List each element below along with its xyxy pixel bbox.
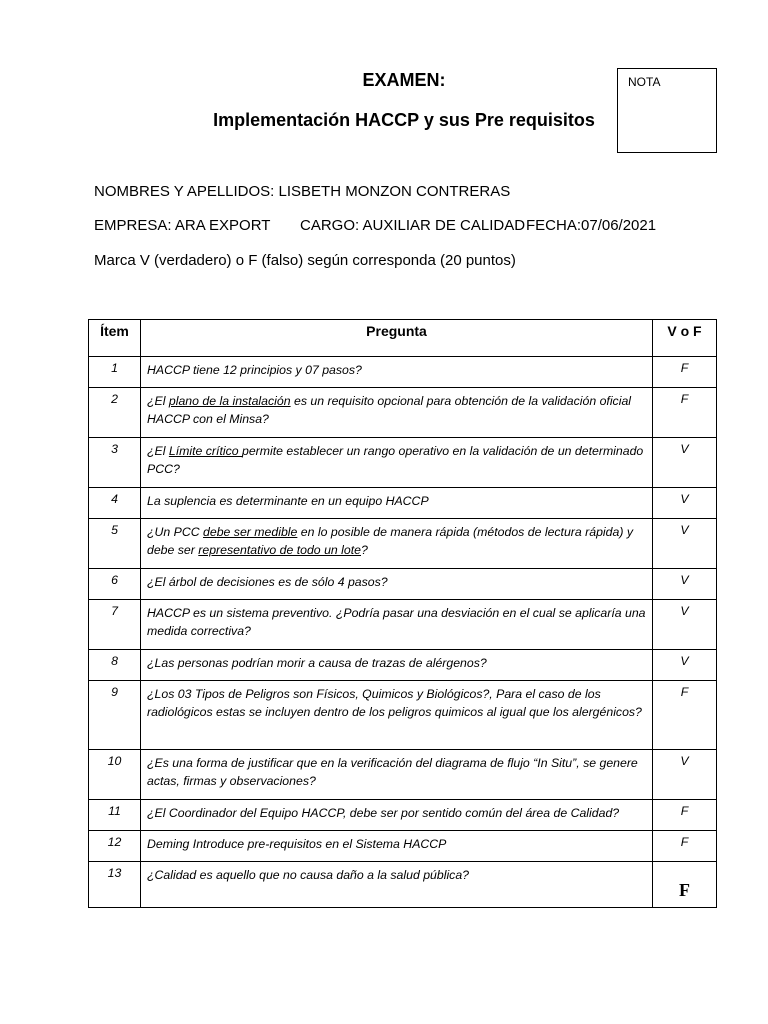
question-underlined-text: plano de la instalación xyxy=(168,394,291,408)
row-answer: V xyxy=(653,650,717,681)
question-text: es un requisito opcional para obtención de la validación oficial HACCP con el Minsa? xyxy=(147,394,632,426)
row-item-number: 13 xyxy=(89,862,141,908)
table-row xyxy=(89,831,717,862)
exam-title: EXAMEN: xyxy=(362,70,446,90)
table-row xyxy=(89,800,717,831)
row-item-number: 7 xyxy=(89,600,141,650)
row-question xyxy=(141,750,653,800)
row-item-number: 2 xyxy=(89,388,141,438)
table-row xyxy=(89,681,717,750)
row-item-number: 4 xyxy=(89,488,141,519)
row-answer: F xyxy=(653,862,717,908)
row-answer: V xyxy=(653,519,717,569)
table-row xyxy=(89,357,717,388)
table-row xyxy=(89,750,717,800)
question-text: ¿El xyxy=(147,444,169,458)
question-text: ? xyxy=(361,543,368,557)
row-item-number: 9 xyxy=(89,681,141,750)
row-answer: V xyxy=(653,569,717,600)
question-text: ¿Calidad es aquello que no causa daño a la salud pública? xyxy=(147,868,470,882)
question-text: ¿Es una forma de justificar que en la verificación del diagrama de flujo “In Situ”, se genere actas, firmas y observaciones? xyxy=(147,756,638,788)
table-row xyxy=(89,438,717,488)
company: EMPRESA: ARA EXPORT xyxy=(94,217,271,234)
row-answer: F xyxy=(653,357,717,388)
header-question: Pregunta xyxy=(141,320,653,357)
questions-table xyxy=(88,319,717,908)
table-row xyxy=(89,569,717,600)
instructions: Marca V (verdadero) o F (falso) según corresponda (20 puntos) xyxy=(94,252,516,269)
nota-label: NOTA xyxy=(628,75,661,89)
row-item-number: 6 xyxy=(89,569,141,600)
row-item-number: 8 xyxy=(89,650,141,681)
question-text: ¿El xyxy=(147,394,169,408)
row-answer: V xyxy=(653,750,717,800)
question-text: La suplencia es determinante en un equipo HACCP xyxy=(147,494,429,508)
row-question xyxy=(141,800,653,831)
row-question xyxy=(141,831,653,862)
question-underlined-text: debe ser medible xyxy=(203,525,298,539)
table-row xyxy=(89,600,717,650)
question-text: en lo posible de manera rápida (métodos de lectura rápida) y debe ser xyxy=(147,525,633,557)
question-underlined-text: representativo de todo un lote xyxy=(198,543,361,557)
question-text: ¿Los 03 Tipos de Peligros son Físicos, Quimicos y Biológicos?, Para el caso de los radiológicos estas se incluyen dentro de los peligros quimicos al igual que los alergénicos? xyxy=(147,687,642,719)
row-question xyxy=(141,600,653,650)
row-item-number: 1 xyxy=(89,357,141,388)
table-header-row xyxy=(89,320,717,357)
question-text: ¿Un PCC xyxy=(147,525,204,539)
table-row xyxy=(89,862,717,908)
row-answer: V xyxy=(653,488,717,519)
position: CARGO: AUXILIAR DE CALIDAD xyxy=(300,217,526,234)
table-row xyxy=(89,388,717,438)
question-text: Deming Introduce pre-requisitos en el Sistema HACCP xyxy=(147,837,447,851)
question-text: HACCP es un sistema preventivo. ¿Podría pasar una desviación en el cual se aplicaría una medida correctiva? xyxy=(147,606,646,638)
row-question xyxy=(141,569,653,600)
row-question xyxy=(141,519,653,569)
row-question xyxy=(141,488,653,519)
row-question xyxy=(141,650,653,681)
row-answer: F xyxy=(653,681,717,750)
question-text: ¿Las personas podrían morir a causa de trazas de alérgenos? xyxy=(147,656,487,670)
table-row xyxy=(89,488,717,519)
question-text: HACCP tiene 12 principios y 07 pasos? xyxy=(147,363,362,377)
row-item-number: 12 xyxy=(89,831,141,862)
exam-subtitle: Implementación HACCP y sus Pre requisitos xyxy=(213,110,595,130)
question-text: ¿El árbol de decisiones es de sólo 4 pasos? xyxy=(147,575,388,589)
date: FECHA:07/06/2021 xyxy=(526,217,657,234)
question-text: permite establecer un rango operativo en la validación de un determinado PCC? xyxy=(147,444,644,476)
row-answer: V xyxy=(653,438,717,488)
row-question xyxy=(141,388,653,438)
row-answer: F xyxy=(653,800,717,831)
question-underlined-text: Límite crítico xyxy=(168,444,242,458)
row-answer: V xyxy=(653,600,717,650)
student-name: NOMBRES Y APELLIDOS: LISBETH MONZON CONTRERAS xyxy=(94,183,511,200)
header-item: Ítem xyxy=(89,320,141,357)
question-text: ¿El Coordinador del Equipo HACCP, debe ser por sentido común del área de Calidad? xyxy=(147,806,620,820)
row-answer: F xyxy=(653,831,717,862)
table-row xyxy=(89,519,717,569)
row-item-number: 5 xyxy=(89,519,141,569)
row-question xyxy=(141,438,653,488)
nota-box xyxy=(617,68,717,153)
row-question xyxy=(141,862,653,908)
row-item-number: 11 xyxy=(89,800,141,831)
header-answer: V o F xyxy=(653,320,717,357)
row-answer: F xyxy=(653,388,717,438)
row-item-number: 10 xyxy=(89,750,141,800)
row-item-number: 3 xyxy=(89,438,141,488)
table-row xyxy=(89,650,717,681)
row-question xyxy=(141,681,653,750)
row-question xyxy=(141,357,653,388)
